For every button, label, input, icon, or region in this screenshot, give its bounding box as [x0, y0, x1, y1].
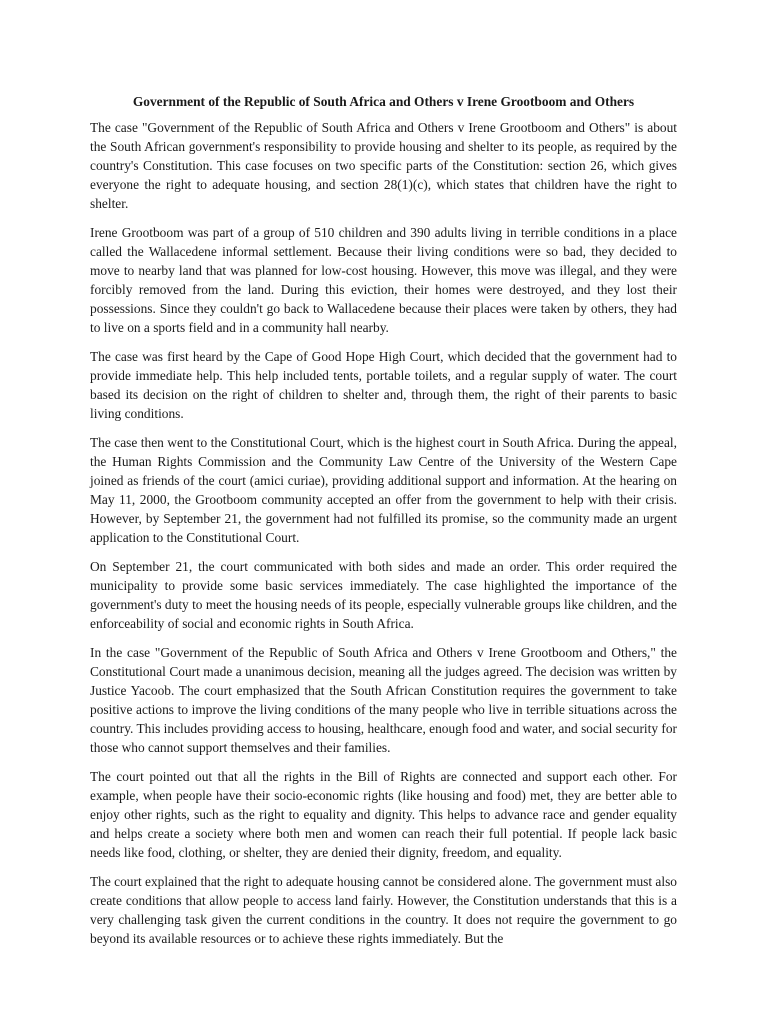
document-title: Government of the Republic of South Africa and Others v Irene Grootboom and Others — [132, 94, 635, 109]
paragraph-8: The court explained that the right to adequate housing cannot be considered alone. The government must also create conditions that allow people to access land fairly. However, the Constitution understands that this is a very challenging task given the current conditions in the country. It does not require the government to go beyond its available resources or to achieve these rights immediately. But the — [90, 874, 677, 946]
paragraph-1: The case "Government of the Republic of South Africa and Others v Irene Grootboom and Others" is about the South African government's responsibility to provide housing and shelter to its people, as required by the country's Constitution. This case focuses on two specific parts of the Constitution: section 26, which gives everyone the right to adequate housing, and section 28(1)(c), which states that children have the right to shelter. — [90, 120, 677, 211]
paragraph-4: The case then went to the Constitutional Court, which is the highest court in South Africa. During the appeal, the Human Rights Commission and the Community Law Centre of the University of the Western Cape joined as friends of the court (amici curiae), providing additional support and information. At the hearing on May 11, 2000, the Grootboom community accepted an offer from the government to help with their crisis. However, by September 21, the government had not fulfilled its promise, so the community made an urgent application to the Constitutional Court. — [90, 435, 677, 545]
paragraph-3: The case was first heard by the Cape of Good Hope High Court, which decided that the government had to provide immediate help. This help included tents, portable toilets, and a regular supply of water. The court based its decision on the right of children to shelter and, through them, the right of their parents to basic living conditions. — [90, 349, 677, 421]
paragraph-5: On September 21, the court communicated with both sides and made an order. This order required the municipality to provide some basic services immediately. The case highlighted the importance of the government's duty to meet the housing needs of its people, especially vulnerable groups like children, and the enforceability of social and economic rights in South Africa. — [90, 559, 677, 631]
document-page — [90, 92, 677, 958]
paragraph-2: Irene Grootboom was part of a group of 510 children and 390 adults living in terrible conditions in a place called the Wallacedene informal settlement. Because their living conditions were so bad, they decided to move to nearby land that was planned for low-cost housing. However, this move was illegal, and they were forcibly removed from the land. During this eviction, their homes were destroyed, and they lost their possessions. Since they couldn't go back to Wallacedene because their places were taken by others, they had to live on a sports field and in a community hall nearby. — [90, 225, 677, 335]
paragraph-7: The court pointed out that all the rights in the Bill of Rights are connected and support each other. For example, when people have their socio-economic rights (like housing and food) met, they are better able to enjoy other rights, such as the right to equality and dignity. This helps to advance race and gender equality and helps create a society where both men and women can reach their full potential. If people lack basic needs like food, clothing, or shelter, they are denied their dignity, freedom, and equality. — [90, 769, 677, 860]
paragraph-6: In the case "Government of the Republic of South Africa and Others v Irene Grootboom and Others," the Constitutional Court made a unanimous decision, meaning all the judges agreed. The decision was written by Justice Yacoob. The court emphasized that the South African Constitution requires the government to take positive actions to improve the living conditions of the many people who live in terrible situations across the country. This includes providing access to housing, healthcare, enough food and water, and social security for those who cannot support themselves and their families. — [90, 645, 677, 755]
